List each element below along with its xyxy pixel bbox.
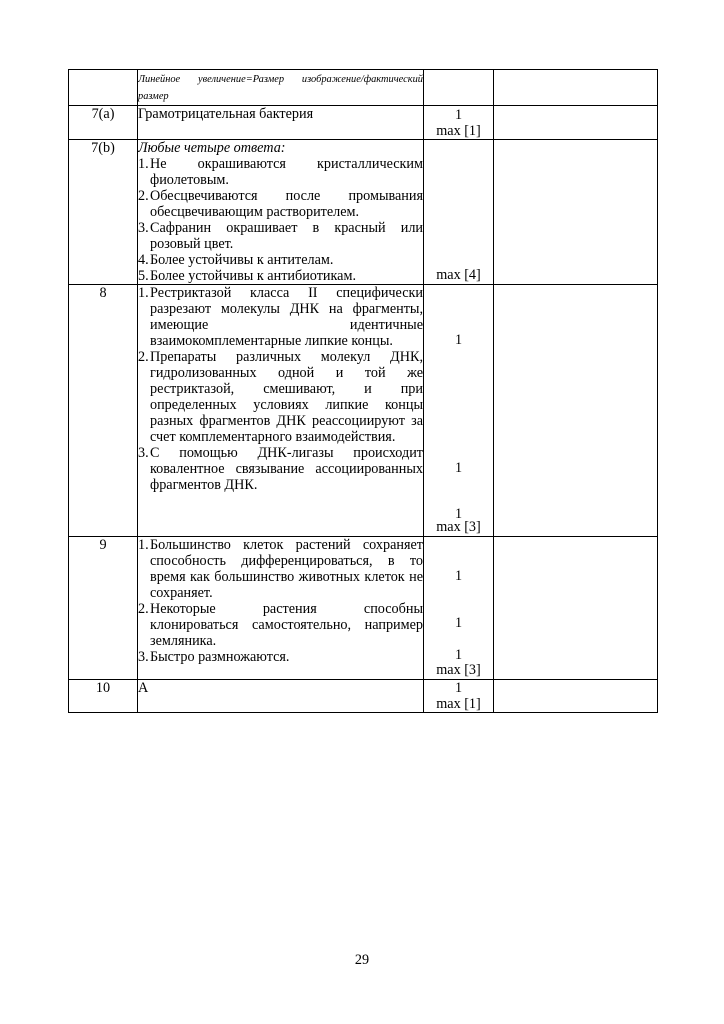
- list-item: 3. С помощью ДНК-лигазы происходит ковалентное связывание ассоциированных фрагментов ДНК.: [138, 445, 423, 493]
- comment-cell: [494, 537, 658, 680]
- max-mark: max [1]: [436, 123, 481, 139]
- question-number: 7(b): [69, 140, 138, 285]
- page-number: 29: [354, 952, 370, 968]
- mark-cell: [424, 140, 494, 285]
- answer-text: А: [138, 680, 424, 713]
- table-row-8: [69, 285, 658, 537]
- comment-cell: [494, 285, 658, 537]
- question-number: 9: [69, 537, 138, 680]
- question-number: 8: [69, 285, 138, 537]
- list-item: 1. Рестриктазой класса II специфически разрезают молекулы ДНК на фрагменты, имеющие идентичные взаимокомплементарные липкие концы.: [138, 285, 423, 349]
- max-mark: max [3]: [436, 662, 481, 678]
- table-row-10: [69, 680, 658, 713]
- table-row-7a: [69, 106, 658, 140]
- comment-cell: [494, 140, 658, 285]
- answer-cell: [138, 537, 424, 680]
- answer-points: [138, 156, 423, 284]
- mark-value: 1: [454, 615, 463, 631]
- header-note: Линейное увеличение=Размер изображение/фактический размер: [138, 74, 423, 102]
- comment-cell: [494, 70, 658, 106]
- mark-value: 1: [454, 568, 463, 584]
- list-item: 2. Препараты различных молекул ДНК, гидролизованных одной и той же рестриктазой, смешивают, и при определенных условиях липкие концы разных фрагментов ДНК реассоциируют за счет комплементарного взаимодействия.: [138, 349, 423, 445]
- answer-cell: [138, 70, 424, 106]
- table-row-7b: [69, 140, 658, 285]
- answer-cell: [138, 140, 424, 285]
- list-item: 4. Более устойчивы к антителам.: [138, 252, 334, 268]
- mark-value: 1: [454, 647, 463, 663]
- answer-points: [138, 285, 423, 493]
- mark-cell: [424, 70, 494, 106]
- mark-value: 1: [454, 506, 463, 522]
- mark-cell: [424, 106, 494, 140]
- question-number: 7(a): [69, 106, 138, 140]
- table-row-9: [69, 537, 658, 680]
- comment-cell: [494, 680, 658, 713]
- mark-scheme-table: [68, 69, 658, 713]
- list-item: 3. Сафранин окрашивает в красный или розовый цвет.: [138, 220, 423, 252]
- comment-cell: [494, 106, 658, 140]
- max-mark: max [4]: [436, 267, 481, 283]
- mark-value: 1: [454, 332, 463, 348]
- list-item: 2. Некоторые растения способны клонироваться самостоятельно, например земляника.: [138, 601, 423, 649]
- list-item: 1. Большинство клеток растений сохраняет способность дифференцироваться, в то время как большинство животных клеток не сохраняет.: [138, 537, 423, 601]
- max-mark: max [3]: [436, 519, 481, 535]
- list-item: 2. Обесцвечиваются после промывания обесцвечивающим растворителем.: [138, 188, 423, 220]
- mark-cell: [424, 680, 494, 713]
- answer-intro: Любые четыре ответа:: [138, 140, 286, 156]
- question-cell: [69, 70, 138, 106]
- answer-text: Грамотрицательная бактерия: [138, 106, 424, 140]
- max-mark: max [1]: [436, 696, 481, 712]
- answer-points: [138, 537, 423, 665]
- mark-value: 1: [454, 460, 463, 476]
- list-item: 1. Не окрашиваются кристаллическим фиолетовым.: [138, 156, 423, 188]
- list-item: 5. Более устойчивы к антибиотикам.: [138, 268, 357, 284]
- table-row-note: [69, 70, 658, 106]
- mark-value: 1: [454, 680, 463, 696]
- mark-cell: [424, 537, 494, 680]
- mark-cell: [424, 285, 494, 537]
- mark-value: 1: [454, 107, 463, 123]
- answer-cell: [138, 285, 424, 537]
- list-item: 3. Быстро размножаются.: [138, 649, 290, 665]
- question-number: 10: [69, 680, 138, 713]
